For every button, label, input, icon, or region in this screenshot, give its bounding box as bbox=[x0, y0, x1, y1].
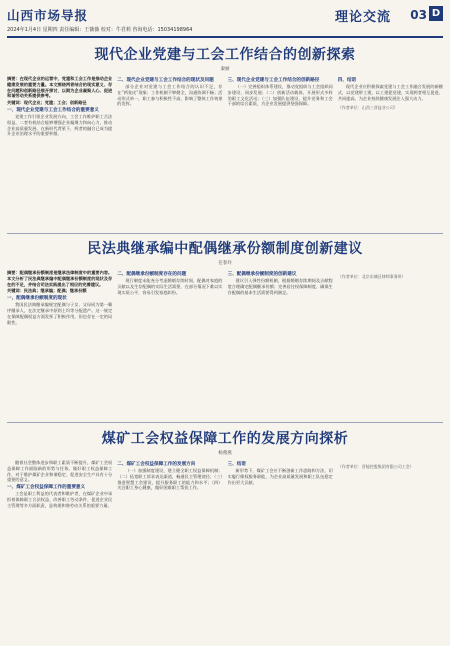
article-divider bbox=[7, 422, 443, 423]
section-heading: 二、现代企业党建与工会工作结合的现状及问题 bbox=[117, 78, 214, 83]
article-author: 杨燕燕 bbox=[218, 451, 232, 456]
section-body: （一）加强制度建设，建立健全职工权益保障机制；（二）拓宽职工诉求表达渠道，畅通民主管理途径；（三）推进智慧工会建设，提升服务职工的能力和水平；（四）关注职工身心健康，做好困难职工帮扶工作。 bbox=[117, 468, 223, 491]
article-abstract: 摘要：配偶继承份额制度是继承法律制度中的重要内容。本文分析了民法典继承编中配偶继承份额制度的现状及存在的不足，并结合司法实践提出了相应的完善建议。 bbox=[7, 270, 113, 287]
section-body: （一）完善组织体系建设，推动党组织与工会组织同步建设、同步发展；（二）创新活动载体，开展形式多样的职工文化活动；（三）加强队伍建设，提升党务和工会干部的综合素质，为企业发展提供坚强保障。 bbox=[227, 84, 333, 107]
article-column bbox=[338, 270, 443, 430]
section-heading: 二、配偶继承份额制度存在的问题 bbox=[117, 272, 187, 277]
article-title: 民法典继承编中配偶继承份额制度创新建议 bbox=[87, 241, 363, 257]
newspaper-name: 山西市场导报 bbox=[7, 8, 89, 23]
article-author: 任春玲 bbox=[218, 261, 232, 266]
section-heading: 二、煤矿工会权益保障工作的发展方向 bbox=[117, 462, 196, 467]
article-column bbox=[338, 460, 443, 646]
article-title: 现代企业党建与工会工作结合的创新探索 bbox=[94, 47, 356, 63]
article-keywords: 关键词：民法典；继承编；配偶；继承份额 bbox=[7, 288, 87, 294]
article-column bbox=[7, 460, 112, 646]
section-body: 我国民法典继承编规定配偶与子女、父母同为第一顺序继承人，在法定继承中原则上均等分配遗产。这一规定在保障配偶权益方面发挥了积极作用，但也存在一定的局限性。 bbox=[7, 302, 113, 325]
section-heading: 一、配偶继承份额制度的现状 bbox=[7, 296, 67, 302]
article-title: 煤矿工会权益保障工作的发展方向探析 bbox=[101, 431, 349, 447]
section-body: 随着社会整体进步和职工素质不断提升，煤矿工会权益保障工作面临新的形势与任务。做好职工权益保障工作，对于维护煤矿企业和谐稳定、促进安全生产具有十分重要的意义。 bbox=[7, 460, 113, 483]
article-column bbox=[7, 76, 112, 242]
article-party-building bbox=[7, 44, 443, 230]
article-column bbox=[338, 76, 443, 242]
article-column bbox=[228, 76, 333, 242]
article-column bbox=[228, 460, 333, 646]
article-author: 秦丽 bbox=[220, 67, 230, 72]
section-title: 理论交流 bbox=[334, 10, 391, 25]
section-body: 党建工作引领企业发展方向，工会工作维护职工合法权益，二者有机结合能够增强企业凝聚力和向心力，推动企业高质量发展。在新时代背景下，两者的融合已成为提升企业治理水平的重要举措。 bbox=[7, 113, 113, 137]
section-heading: 三、现代企业党建与工会工作结合的创新路径 bbox=[227, 78, 320, 83]
section-heading: 一、煤矿工会权益保障工作的重要意义 bbox=[7, 485, 86, 491]
section-body: 工会是职工利益的代表者和维护者，在煤矿企业中承担着保障职工合法权益、改善职工劳动条件、促进企业民主管理等多方面职责，是构建和谐劳动关系的重要力量。 bbox=[7, 491, 113, 508]
section-heading: 三、结语 bbox=[227, 462, 246, 467]
page-badge: D bbox=[429, 6, 443, 21]
section-heading: 一、现代企业党建与工会工作结合的重要意义 bbox=[7, 107, 99, 113]
article-column bbox=[7, 270, 112, 430]
masthead bbox=[7, 4, 443, 40]
section-body: 新形势下，煤矿工会应不断创新工作思路和方法，切实履行维权服务职能，为企业高质量发展和职工队伍稳定作出更大贡献。 bbox=[227, 468, 333, 485]
article-divider bbox=[7, 233, 443, 234]
issue-meta: 2024年1月4日 星期四 责任编辑：王薇薇 校对：牛君莉 咨询电话：15034198964 bbox=[7, 27, 193, 33]
section-heading: 三、配偶继承份额制度的创新建议 bbox=[227, 272, 297, 277]
article-footnote: （作者单位：北京东城区律师事务所） bbox=[337, 274, 406, 279]
article-column bbox=[117, 460, 222, 646]
section-body: 建议引入弹性份额机制，根据婚姻存续期间及贡献程度合理确定配偶继承份额；完善居住权保障制度，确保生存配偶的基本生活需要得到满足。 bbox=[227, 278, 333, 295]
article-abstract: 摘要：在现代企业的运营中，党建和工会工作是推动企业健康发展的重要力量。本文围绕两者结合的现实意义、存在问题和创新路径展开探讨，以期为企业凝聚人心、促进和谐劳动关系提供参考。 bbox=[7, 76, 113, 99]
masthead-rule bbox=[7, 36, 443, 38]
article-column bbox=[117, 270, 222, 430]
article-footnote: （作者单位：晋能控股集团有限公司工会） bbox=[337, 464, 414, 469]
section-body: 现行制度未能充分考虑婚姻存续时间、配偶对家庭的贡献以及生存配偶的实际生活需要，在部分情况下难以实现实质公平，容易引发家庭纠纷。 bbox=[117, 278, 223, 295]
page-number: 03 bbox=[410, 8, 427, 22]
section-body: 现代企业应积极探索党建与工会工作融合发展的新模式，以党建带工建，以工建促党建，实现两者相互促进、共同提高，为企业持续健康发展注入强大动力。 bbox=[337, 84, 443, 101]
article-keywords: 关键词：现代企业；党建；工会；创新路径 bbox=[7, 100, 87, 106]
section-heading: 四、结语 bbox=[337, 78, 357, 83]
article-inheritance-law bbox=[7, 238, 443, 418]
section-body: 部分企业对党建与工会工作结合的认识不足，存在“两张皮”现象；工作机制不够健全，沟通协调不畅；活动形式单一，职工参与积极性不高，影响了整体工作效果的发挥。 bbox=[117, 84, 223, 107]
article-column bbox=[117, 76, 222, 242]
article-footnote: （作者单位：山西三晋盐业公司） bbox=[337, 105, 398, 111]
article-coal-union bbox=[7, 428, 443, 636]
article-column bbox=[228, 270, 333, 430]
